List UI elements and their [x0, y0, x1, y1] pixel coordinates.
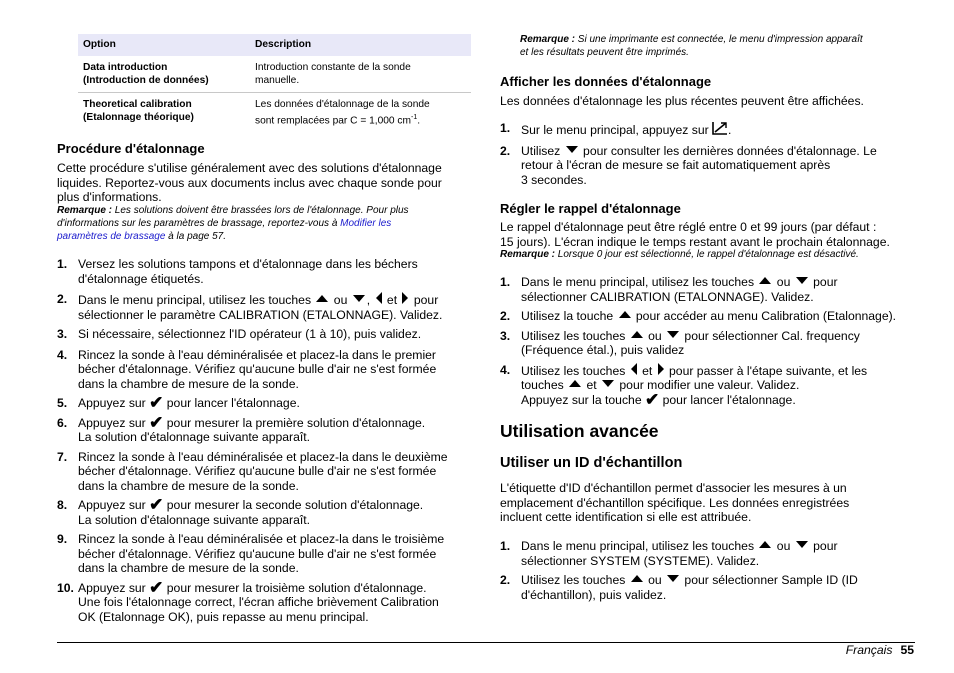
option-name: Theoretical calibration: [83, 99, 192, 110]
step-text: et: [383, 293, 401, 307]
option-name-fr: (Introduction de données): [83, 74, 209, 86]
step-text: Dans le menu principal, utilisez les touches: [78, 293, 315, 307]
note-text: et les résultats peuvent être imprimés.: [520, 47, 689, 58]
step-text: pour mesurer la troisième solution d'étalonnage.: [163, 580, 427, 595]
step-text: pour modifier une valeur. Validez.: [616, 378, 800, 392]
text-line: liquides. Reportez-vous aux documents inclus avec chaque sonde pour: [57, 175, 442, 190]
note-text: d'informations sur les paramètres de brassage, reportez-vous à: [57, 218, 341, 229]
step-text: et: [583, 378, 601, 392]
stirring-note: [57, 204, 472, 243]
down-arrow-icon: [602, 380, 614, 387]
step-text: 3 secondes.: [521, 172, 587, 187]
section-title-show-data: Afficher les données d'étalonnage: [500, 74, 712, 89]
checkmark-icon: ✔: [149, 393, 164, 412]
step-text: Appuyez sur la touche: [521, 392, 645, 407]
step-number: 8.: [57, 498, 68, 512]
link-stirring-settings[interactable]: paramètres de brassage: [57, 231, 166, 242]
options-table: [78, 34, 471, 132]
step-text: Appuyez sur: [78, 415, 150, 430]
step-text: dans la chambre de mesure de la sonde.: [78, 478, 299, 493]
calibration-steps: [57, 257, 472, 624]
up-arrow-icon: [631, 575, 643, 582]
step-text: pour: [410, 293, 439, 307]
list-item: [500, 144, 915, 188]
step-text: Rincez la sonde à l'eau déminéralisée et placez-la dans le deuxième: [78, 449, 448, 464]
step-number: 1.: [500, 539, 511, 553]
step-number: 1.: [500, 275, 511, 289]
step-text: ou: [644, 328, 666, 343]
note-text: Lorsque 0 jour est sélectionné, le rappel d'étalonnage est désactivé.: [555, 249, 859, 260]
step-number: 1.: [57, 257, 68, 271]
checkmark-icon: ✔: [644, 389, 660, 409]
step-text: ou: [773, 275, 794, 289]
step-text: Appuyez sur: [78, 580, 150, 595]
list-item: [500, 309, 915, 324]
step-text: La solution d'étalonnage suivante apparaît.: [78, 512, 311, 527]
list-item: [500, 329, 915, 358]
note-text: à la page 57.: [165, 231, 227, 242]
step-text: Utilisez les touches: [521, 363, 629, 378]
step-text: Utilisez les touches: [521, 573, 629, 587]
step-text: d'étalonnage étiquetés.: [78, 271, 204, 286]
reminder-note: [500, 248, 915, 261]
step-text: (Fréquence étal.), puis validez: [521, 343, 685, 357]
down-arrow-icon: [796, 541, 808, 548]
printer-note: [520, 33, 915, 59]
step-number: 4.: [500, 362, 511, 377]
down-arrow-icon: [353, 295, 365, 302]
text-line: Cette procédure s'utilise généralement avec des solutions d'étalonnage: [57, 161, 442, 175]
section-title-calibration-procedure: Procédure d'étalonnage: [57, 141, 205, 156]
option-description: manuelle.: [255, 74, 300, 86]
text-line: L'étiquette d'ID d'échantillon permet d'associer les mesures à un: [500, 481, 847, 495]
text-line: Le rappel d'étalonnage peut être réglé entre 0 et 99 jours (par défaut :: [500, 220, 877, 234]
left-arrow-icon: [376, 292, 382, 304]
list-item: [57, 577, 472, 625]
step-text: pour passer à l'étape suivante, et les: [665, 363, 868, 378]
step-text: Utilisez les touches: [521, 328, 629, 343]
section-title-sample-id: Utiliser un ID d'échantillon: [500, 455, 683, 471]
list-item: [57, 532, 472, 576]
list-item: [500, 275, 915, 304]
step-text: ou: [330, 293, 351, 307]
table-row: [78, 56, 471, 93]
option-name-fr: (Etalonnage théorique): [83, 111, 194, 123]
down-arrow-icon: [796, 277, 808, 284]
step-text: pour: [809, 539, 838, 553]
down-arrow-icon: [667, 575, 679, 582]
note-text: Si une imprimante est connectée, le menu d'impression apparaît: [575, 34, 863, 45]
table-row: [78, 93, 471, 133]
step-text: bécher d'étalonnage. Vérifiez qu'aucune bulle d'air ne s'est formée: [78, 464, 437, 478]
step-text: touches: [521, 378, 568, 392]
step-text: d'échantillon), puis validez.: [521, 587, 667, 602]
up-arrow-icon: [316, 295, 328, 302]
step-text: La solution d'étalonnage suivante apparaît.: [78, 430, 311, 444]
list-item: [57, 393, 472, 412]
list-item: [57, 495, 472, 527]
up-arrow-icon: [759, 277, 771, 284]
step-text: Versez les solutions tampons et d'étalonnage dans les béchers: [78, 257, 418, 271]
step-text: Appuyez sur: [78, 498, 150, 512]
step-text: et: [638, 363, 656, 378]
step-number: 4.: [57, 347, 68, 362]
up-arrow-icon: [631, 331, 643, 338]
up-arrow-icon: [569, 380, 581, 387]
right-arrow-icon: [658, 363, 664, 375]
down-arrow-icon: [667, 331, 679, 338]
option-description: Introduction constante de la sonde: [255, 62, 411, 73]
step-number: 3.: [57, 327, 68, 341]
step-text: pour lancer l'étalonnage.: [659, 392, 796, 407]
show-data-intro: Les données d'étalonnage les plus récentes peuvent être affichées.: [500, 94, 864, 108]
list-item: [57, 257, 472, 286]
option-name: Data introduction: [83, 62, 168, 73]
sample-id-intro: [500, 481, 915, 525]
superscript: -1: [411, 113, 418, 121]
list-item: [500, 363, 915, 408]
step-text: pour mesurer la première solution d'étalonnage.: [163, 415, 426, 430]
list-item: [500, 573, 915, 602]
step-text: Rincez la sonde à l'eau déminéralisée et placez-la dans le troisième: [78, 532, 445, 546]
step-text: pour sélectionner Cal. frequency: [681, 328, 860, 343]
period: .: [417, 114, 421, 126]
step-text: Dans le menu principal, utilisez les touches: [521, 275, 758, 289]
note-label: Remarque :: [57, 205, 113, 216]
table-header-description: Description: [250, 34, 471, 56]
text-line: plus d'informations.: [57, 190, 162, 204]
step-number: 7.: [57, 449, 68, 464]
step-number: 2.: [500, 309, 511, 323]
table-header-option: Option: [78, 34, 250, 56]
step-text: retour à l'écran de mesure se fait automatiquement après: [521, 158, 831, 172]
down-arrow-icon: [566, 146, 578, 153]
text-line: incluent cette identification si elle est attribuée.: [500, 510, 752, 524]
step-number: 2.: [57, 292, 68, 306]
list-item: [500, 121, 915, 138]
step-text: pour: [809, 275, 838, 289]
footer-language: Français: [845, 643, 893, 657]
note-text: Les solutions doivent être brassées lors de l'étalonnage. Pour plus: [112, 205, 409, 216]
step-text: .: [728, 123, 732, 137]
note-label: Remarque :: [520, 34, 576, 45]
step-text: sélectionner le paramètre CALIBRATION (ETALONNAGE). Validez.: [78, 307, 443, 322]
step-number: 2.: [500, 573, 511, 587]
calibration-intro: [57, 161, 472, 205]
step-text: ou: [644, 573, 666, 587]
list-item: [57, 412, 472, 445]
page-number: 55: [900, 643, 914, 657]
step-text: bécher d'étalonnage. Vérifiez qu'aucune bulle d'air ne s'est formée: [78, 362, 437, 376]
step-text: Utilisez la touche: [521, 309, 617, 323]
step-text: Une fois l'étalonnage correct, l'écran affiche brièvement Calibration: [78, 595, 439, 609]
step-text: dans la chambre de mesure de la sonde.: [78, 376, 299, 391]
step-text: Rincez la sonde à l'eau déminéralisée et placez-la dans le premier: [78, 347, 436, 362]
step-text: pour accéder au menu Calibration (Etalonnage).: [632, 309, 897, 323]
sample-id-steps: [500, 539, 915, 602]
step-text: OK (Etalonnage OK), puis repasse au menu principal.: [78, 609, 369, 624]
step-text: ,: [366, 293, 374, 307]
step-text: pour consulter les dernières données d'étalonnage. Le: [579, 143, 877, 158]
text-line: 15 jours). L'écran indique le temps restant avant le prochain étalonnage.: [500, 234, 890, 249]
step-number: 10.: [57, 580, 74, 595]
step-number: 1.: [500, 121, 511, 135]
step-text: pour sélectionner Sample ID (ID: [681, 573, 858, 587]
list-item: [57, 292, 472, 322]
checkmark-icon: ✔: [149, 495, 164, 514]
right-arrow-icon: [402, 292, 408, 304]
text-line: emplacement d'échantillon spécifique. Les données enregistrées: [500, 495, 850, 510]
step-text: sélectionner SYSTEM (SYSTEME). Validez.: [521, 553, 760, 568]
step-text: pour mesurer la seconde solution d'étalonnage.: [163, 498, 424, 512]
step-number: 3.: [500, 328, 511, 343]
option-description: Les données d'étalonnage de la sonde: [255, 99, 430, 110]
step-text: pour lancer l'étalonnage.: [163, 396, 300, 410]
list-item: [57, 348, 472, 392]
checkmark-icon: ✔: [149, 412, 164, 432]
section-title-reminder: Régler le rappel d'étalonnage: [500, 201, 681, 216]
step-text: dans la chambre de mesure de la sonde.: [78, 561, 299, 575]
step-number: 5.: [57, 396, 68, 410]
list-item: [57, 327, 472, 342]
list-item: [500, 539, 915, 568]
checkmark-icon: ✔: [149, 577, 164, 597]
option-description: sont remplacées par C = 1,000 cm: [255, 114, 412, 126]
up-arrow-icon: [619, 311, 631, 318]
step-text: Si nécessaire, sélectionnez l'ID opérateur (1 à 10), puis validez.: [78, 327, 422, 341]
left-arrow-icon: [631, 363, 637, 375]
step-text: ou: [773, 539, 794, 553]
up-arrow-icon: [759, 541, 771, 548]
page-footer: [846, 642, 914, 658]
step-text: Sur le menu principal, appuyez sur: [521, 123, 713, 137]
step-text: sélectionner CALIBRATION (ETALONNAGE). Validez.: [521, 289, 814, 304]
link-stirring-settings[interactable]: Modifier les: [340, 218, 392, 229]
show-data-steps: [500, 121, 915, 187]
reminder-intro: [500, 220, 915, 249]
step-text: bécher d'étalonnage. Vérifiez qu'aucune bulle d'air ne s'est formée: [78, 546, 437, 561]
step-text: Appuyez sur: [78, 396, 150, 410]
footer-divider: [57, 642, 915, 643]
list-item: [57, 450, 472, 494]
section-title-advanced: Utilisation avancée: [500, 421, 659, 441]
step-text: Utilisez: [521, 143, 564, 158]
reminder-steps: [500, 275, 915, 407]
step-number: 2.: [500, 143, 511, 158]
calibration-graph-icon: [712, 121, 728, 135]
step-number: 9.: [57, 532, 68, 546]
note-label: Remarque :: [500, 249, 556, 260]
step-number: 6.: [57, 415, 68, 430]
step-text: Dans le menu principal, utilisez les touches: [521, 539, 758, 553]
